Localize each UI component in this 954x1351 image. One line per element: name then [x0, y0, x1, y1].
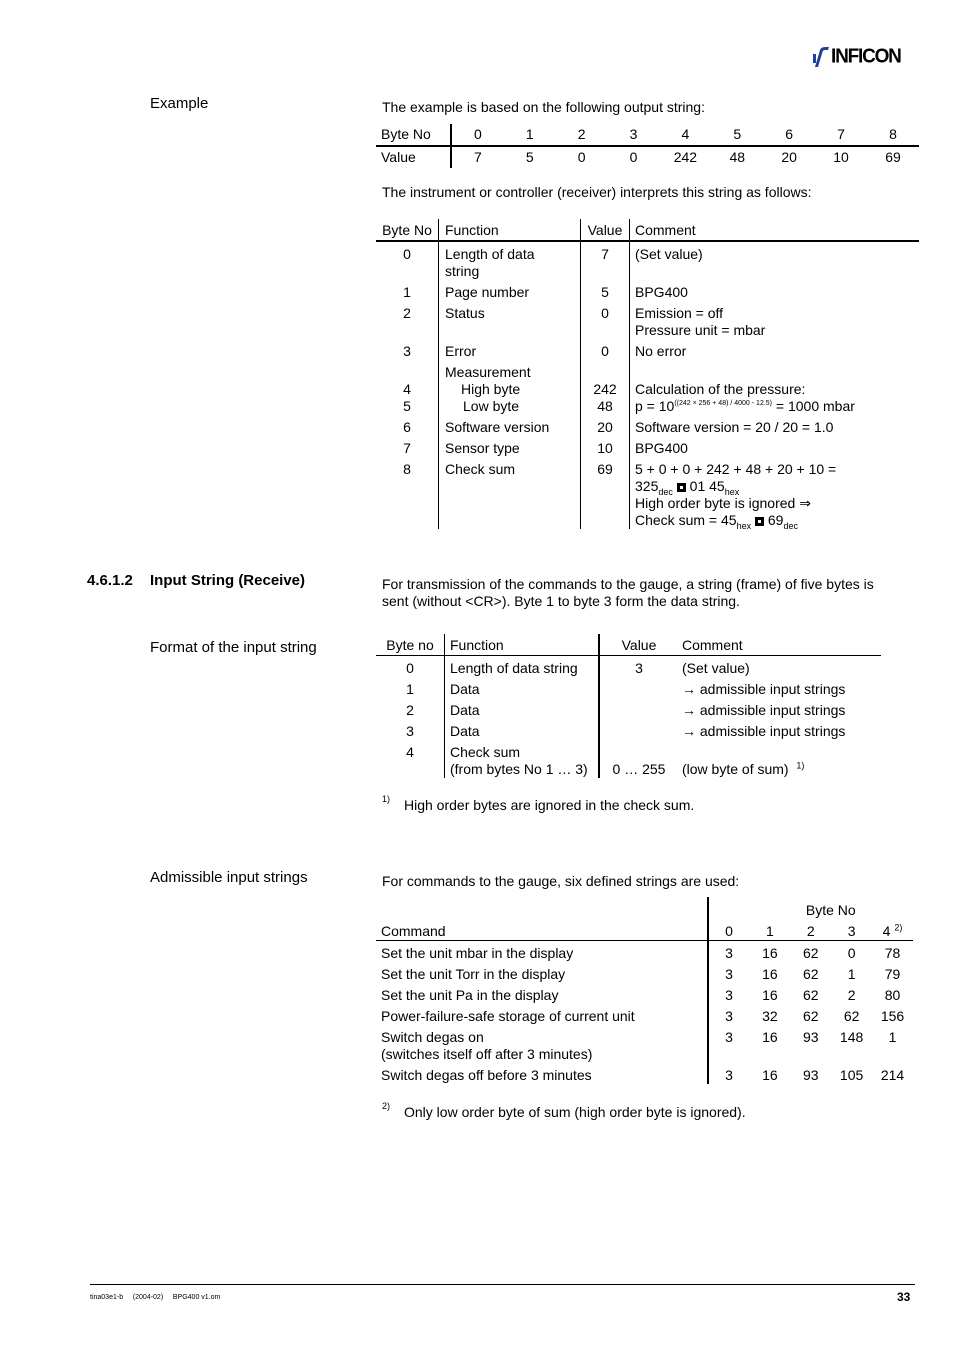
intro-interpret: The instrument or controller (receiver) interprets this string as follows:	[382, 184, 812, 200]
byte-cell: 6	[376, 415, 439, 436]
value-cell	[581, 381, 630, 415]
value-cell	[599, 719, 678, 740]
byte-value: 62	[802, 1008, 819, 1024]
table-row	[376, 740, 881, 778]
value-cell: 3	[635, 660, 643, 676]
footer-divider	[90, 1284, 915, 1285]
col-header: Function	[439, 219, 581, 241]
table-row	[376, 241, 919, 280]
byte-cell: 6	[763, 124, 815, 146]
command-text: (switches itself off after 3 minutes)	[381, 1046, 593, 1062]
command-cell: Set the unit Torr in the display	[376, 962, 708, 983]
byte-value: 3	[725, 1067, 733, 1083]
comment-cell: (Set value)	[635, 246, 703, 262]
table-row	[376, 436, 919, 457]
comment-cell: BPG400	[635, 284, 688, 300]
command-text: Switch degas on	[381, 1029, 484, 1045]
comment-cell: BPG400	[635, 440, 688, 456]
value-text: 242	[593, 381, 617, 397]
value-cell: 0	[577, 149, 586, 165]
byte-value: 0	[847, 945, 856, 961]
inficon-logo	[812, 45, 901, 69]
function-cell: Status	[439, 301, 581, 339]
comment-cell: (Set value)	[682, 660, 750, 676]
byte-cell: 8	[867, 124, 919, 146]
header-spacer	[376, 897, 708, 919]
byte-cell: 0	[376, 241, 439, 280]
value-cell: 5	[525, 149, 534, 165]
value-cell: 20	[581, 415, 630, 436]
value-label: Value	[376, 146, 451, 168]
col-header: Value	[599, 634, 678, 656]
byte-cell: 4	[659, 124, 711, 146]
input-intro: For transmission of the commands to the gauge, a string (frame) of five bytes is sent (without <CR>). Byte 1 to byte 3 form the data string.	[382, 576, 874, 609]
byte-value: 93	[802, 1067, 819, 1083]
byte-value: 3	[725, 1029, 733, 1045]
format-table	[376, 634, 881, 778]
col-header: Byte No	[376, 219, 439, 241]
command-cell: Switch degas off before 3 minutes	[376, 1063, 708, 1084]
value-cell: 20	[781, 149, 797, 165]
function-cell: Software version	[439, 415, 581, 436]
comment-cell: → admissible input strings	[682, 681, 846, 697]
section-number: 4.6.1.2	[87, 572, 133, 589]
value-cell: 0 … 255	[612, 761, 666, 777]
col-header: Byte no	[376, 634, 445, 656]
function-text: High byte	[461, 381, 521, 397]
table-row	[376, 698, 881, 719]
function-cell: Data	[445, 677, 600, 698]
byte-cell: 2	[376, 698, 445, 719]
table-row	[376, 719, 881, 740]
subscript-text: hex	[736, 520, 752, 531]
interpretation-table	[376, 219, 919, 529]
byte-value: 16	[762, 1067, 778, 1083]
comment-text: Pressure unit = mbar	[635, 322, 766, 338]
table-row	[376, 983, 913, 1004]
col-header: 1	[749, 919, 790, 941]
byte-value: 16	[762, 1029, 778, 1045]
table-row	[376, 339, 919, 360]
comment-cell	[630, 457, 920, 529]
comment-cell	[630, 381, 920, 415]
output-string-table	[376, 124, 919, 168]
byte-value: 3	[725, 987, 733, 1003]
byte-cell	[376, 381, 439, 415]
byte-value: 62	[802, 945, 819, 961]
col-header: 3	[831, 919, 872, 941]
comment-cell	[630, 360, 920, 381]
value-cell: 10	[833, 149, 849, 165]
format-label: Format of the input string	[150, 639, 317, 656]
command-cell: Set the unit Pa in the display	[376, 983, 708, 1004]
value-text: 48	[597, 398, 613, 414]
comment-text: (low byte of sum)	[682, 761, 789, 777]
byte-cell: 0	[376, 656, 445, 678]
function-cell: Error	[439, 339, 581, 360]
section-title: Input String (Receive)	[150, 572, 306, 589]
brand-name: INFICON	[831, 45, 901, 68]
byte-value: 3	[725, 966, 733, 982]
footnote-text: High order bytes are ignored in the check sum.	[404, 797, 695, 813]
function-cell: Page number	[439, 280, 581, 301]
function-cell: Data	[445, 719, 600, 740]
command-cell: Power-failure-safe storage of current unit	[376, 1004, 708, 1025]
byte-cell: 2	[556, 124, 608, 146]
byte-no-header: Byte No	[805, 902, 856, 918]
function-text: Length of data	[445, 246, 535, 262]
byte-value: 62	[802, 966, 819, 982]
comment-cell: Software version = 20 / 20 = 1.0	[635, 419, 834, 435]
admissible-intro: For commands to the gauge, six defined strings are used:	[382, 873, 740, 889]
byte-cell: 8	[376, 457, 439, 529]
byte-value: 3	[725, 945, 733, 961]
comment-text: = 1000 mbar	[772, 398, 855, 414]
byte-value: 62	[843, 1008, 860, 1024]
byte-cell: 1	[376, 280, 439, 301]
subscript-text: hex	[724, 486, 740, 497]
function-text: Check sum	[450, 744, 521, 760]
byte-value: 32	[762, 1008, 778, 1024]
byte-value: 62	[802, 987, 819, 1003]
function-cell: Length of data string	[445, 656, 600, 678]
byte-value: 105	[839, 1067, 864, 1083]
byte-value: 1	[888, 1029, 897, 1045]
table-row	[376, 381, 919, 415]
inficon-logo-mark-icon	[812, 46, 830, 68]
byte-cell: 2	[376, 301, 439, 339]
command-cell	[376, 1025, 708, 1063]
byte-text: 4	[403, 381, 411, 397]
function-cell: Measurement	[439, 360, 581, 381]
col-header	[872, 919, 913, 941]
byte-value: 78	[884, 945, 901, 961]
col-header-text: 4	[882, 923, 891, 939]
byte-value: 16	[762, 987, 778, 1003]
value-cell: 7	[473, 149, 482, 165]
byte-text: 5	[403, 398, 411, 414]
footnote-ref: 2)	[894, 922, 903, 933]
byte-value: 16	[762, 945, 778, 961]
equivalence-icon	[677, 483, 686, 492]
comment-cell	[630, 301, 920, 339]
byte-value: 2	[847, 987, 856, 1003]
table-header	[376, 634, 881, 656]
value-cell: 5	[581, 280, 630, 301]
example-label: Example	[150, 95, 209, 112]
footer-doc-id: tina03e1-b (2004-02) BPG400 v1.om	[90, 1294, 221, 1301]
comment-text: Check sum = 45	[635, 512, 737, 528]
byte-cell	[376, 360, 439, 381]
table-row	[376, 962, 913, 983]
value-cell: 0	[581, 301, 630, 339]
comment-text: p = 10	[635, 398, 675, 414]
comment-text: Calculation of the pressure:	[635, 381, 806, 397]
table-row	[376, 457, 919, 529]
byte-value: 156	[880, 1008, 905, 1024]
page-number: 33	[897, 1290, 911, 1304]
commands-table	[376, 897, 913, 1084]
table-header	[376, 219, 919, 241]
byte-cell: 4	[376, 740, 445, 778]
value-cell: 7	[581, 241, 630, 280]
col-header: 2	[790, 919, 831, 941]
footnote-mark: 1)	[382, 794, 391, 804]
col-header: Comment	[630, 219, 920, 241]
function-text: (from bytes No 1 … 3)	[450, 761, 588, 777]
byte-cell: 7	[376, 436, 439, 457]
table-row	[376, 301, 919, 339]
command-header: Command	[376, 919, 708, 941]
comment-text: 325	[635, 478, 659, 494]
comment-text: High order byte is ignored ⇒	[635, 495, 811, 511]
table-row	[376, 1004, 913, 1025]
command-cell: Set the unit mbar in the display	[376, 941, 708, 963]
byte-cell: 7	[815, 124, 867, 146]
byte-value: 214	[880, 1067, 905, 1083]
table-row	[376, 941, 913, 963]
footnote-ref: 1)	[796, 760, 805, 771]
table-row	[376, 360, 919, 381]
comment-text: Emission = off	[635, 305, 724, 321]
byte-cell: 3	[376, 339, 439, 360]
value-cell: 0	[581, 339, 630, 360]
comment-cell	[678, 740, 881, 778]
value-cell: 69	[581, 457, 630, 529]
function-cell: Sensor type	[439, 436, 581, 457]
table-row	[376, 1063, 913, 1084]
table-header	[376, 897, 913, 919]
function-cell: Check sum	[439, 457, 581, 529]
table-header	[376, 919, 913, 941]
byte-cell: 1	[376, 677, 445, 698]
function-text: string	[445, 263, 480, 279]
value-row	[376, 146, 919, 168]
value-cell: 10	[581, 436, 630, 457]
comment-text: 69	[763, 512, 784, 528]
byte-value: 1	[847, 966, 856, 982]
table-row	[376, 415, 919, 436]
col-header: Value	[581, 219, 630, 241]
value-cell: 48	[729, 149, 746, 165]
table-row	[376, 656, 881, 678]
function-cell	[439, 241, 581, 280]
byte-no-label: Byte No	[376, 124, 451, 146]
byte-value: 3	[725, 1008, 733, 1024]
value-cell: 0	[629, 149, 638, 165]
byte-cell: 1	[504, 124, 556, 146]
byte-value: 79	[884, 966, 901, 982]
function-text: Low byte	[463, 398, 520, 414]
comment-cell: No error	[635, 343, 687, 359]
table-row	[376, 280, 919, 301]
col-header: Function	[445, 634, 600, 656]
subscript-text: dec	[783, 520, 798, 531]
byte-value: 80	[884, 987, 901, 1003]
byte-value: 148	[839, 1029, 864, 1045]
comment-cell: → admissible input strings	[682, 723, 846, 739]
function-cell	[445, 740, 600, 778]
value-cell	[581, 360, 630, 381]
byte-cell: 3	[376, 719, 445, 740]
col-header: 0	[708, 919, 750, 941]
footnote-mark: 2)	[382, 1101, 391, 1111]
function-cell: Data	[445, 698, 600, 719]
byte-cell: 3	[608, 124, 660, 146]
footnote-text: Only low order byte of sum (high order byte is ignored).	[404, 1104, 746, 1120]
intro-output-string: The example is based on the following output string:	[382, 99, 705, 115]
admissible-label: Admissible input strings	[150, 869, 308, 886]
byte-value: 93	[802, 1029, 819, 1045]
table-row	[376, 677, 881, 698]
subscript-text: dec	[658, 486, 673, 497]
value-cell: 69	[885, 149, 901, 165]
comment-text: 01 45	[685, 478, 725, 494]
table-row	[376, 1025, 913, 1063]
value-cell	[599, 677, 678, 698]
byte-cell: 5	[711, 124, 763, 146]
comment-cell: → admissible input strings	[682, 702, 846, 718]
equivalence-icon	[755, 517, 764, 526]
comment-text: 5 + 0 + 0 + 242 + 48 + 20 + 10 =	[635, 461, 837, 477]
byte-cell: 0	[451, 124, 504, 146]
exponent-text: ((242 × 256 + 48) / 4000 - 12.5)	[674, 400, 773, 407]
function-cell	[439, 381, 581, 415]
value-cell: 242	[673, 149, 698, 165]
col-header: Comment	[678, 634, 881, 656]
value-cell	[599, 698, 678, 719]
byte-value: 16	[762, 966, 778, 982]
byte-row	[376, 124, 919, 146]
